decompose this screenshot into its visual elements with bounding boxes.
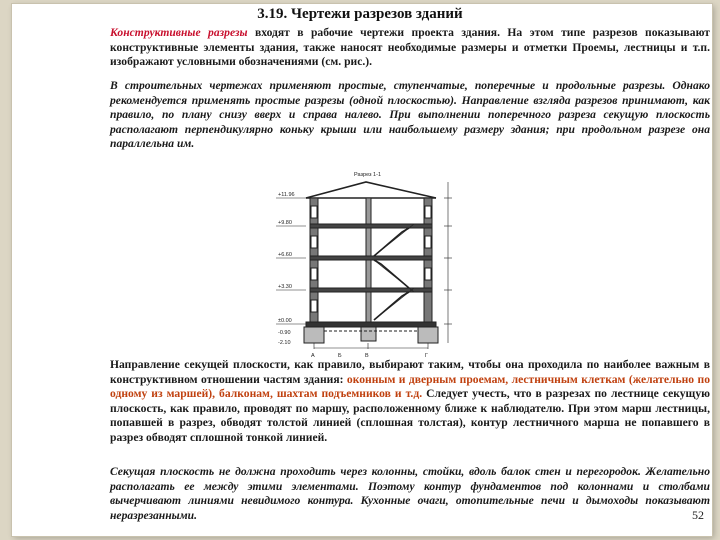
level-mark: +6.60 bbox=[278, 252, 292, 258]
level-mark: +11.96 bbox=[278, 192, 295, 198]
paragraph-text: Направление секущей плоскости, как правило, выбирают таким, чтобы она проходила по наиболее важным в конструктивном отношении частям здания: bbox=[110, 358, 710, 386]
level-mark: -2.10 bbox=[278, 340, 291, 346]
level-mark: -0.90 bbox=[278, 330, 291, 336]
paragraph-structural-sections bbox=[110, 26, 710, 70]
level-mark: +3.30 bbox=[278, 284, 292, 290]
paragraph-section-types: В строительных чертежах применяют простые, ступенчатые, поперечные и продольные разрезы. Однако рекомендуется применять простые разрезы (одной плоскостью). Направление взгляда разрезов принимают, как правило, по плану снизу вверх и справа налево. При выполнении поперечного разреза секущую плоскость располагают перпендикулярно коньку крыши или наибольшему размеру здания; при продольном разрезе она параллельна им. bbox=[110, 79, 710, 151]
level-mark: +9.80 bbox=[278, 220, 292, 226]
paragraph-text: Следует учесть, что в разрезах по лестнице секущую плоскость, как правило, проводят по маршу, расположенному ближе к наблюдателю. При этом марш лестницы, попавшей в разрез, обводят толстой линией (сплошная толстая), контур лестничного марша не попавшего в разрез обводят сплошной тонкой линией. bbox=[110, 387, 710, 444]
axis-label: В bbox=[365, 353, 369, 358]
accent-text: оконным и дверным проемам, лестничным клеткам (желательно по одному из маршей), балконам, шахтам подъемников и т.д. bbox=[110, 372, 710, 401]
level-mark: ±0.00 bbox=[278, 318, 292, 324]
drawing-caption: Разрез 1-1 bbox=[354, 172, 382, 178]
building-section-drawing bbox=[266, 168, 466, 358]
paragraph-cutting-plane bbox=[110, 358, 710, 446]
page-title: 3.19. Чертежи разрезов зданий bbox=[257, 6, 463, 22]
page-number: 52 bbox=[692, 508, 704, 522]
paragraph-cutting-plane-rules: Секущая плоскость не должна проходить через колонны, стойки, вдоль балок стен и перегородок. Желательно располагать ее между этими элементами. Поэтому контур фундаментов под колоннами и столбами вычерчивают линиями невидимого контура. Кухонные очаги, отопительные печи и дымоходы показывают неразрезанными. bbox=[110, 465, 710, 522]
axis-label: Г bbox=[425, 353, 428, 358]
paragraph-text: входят в рабочие чертежи проекта здания. На этом типе разрезов показывают конструктивные элементы здания, также наносят необходимые размеры и отметки Проемы, лестницы и т.п. изображают условными обозначениями (см. рис.). bbox=[110, 26, 710, 69]
axis-label: А bbox=[311, 353, 315, 358]
term-highlight: Конструктивные разрезы bbox=[110, 26, 248, 39]
axis-label: Б bbox=[338, 353, 342, 358]
